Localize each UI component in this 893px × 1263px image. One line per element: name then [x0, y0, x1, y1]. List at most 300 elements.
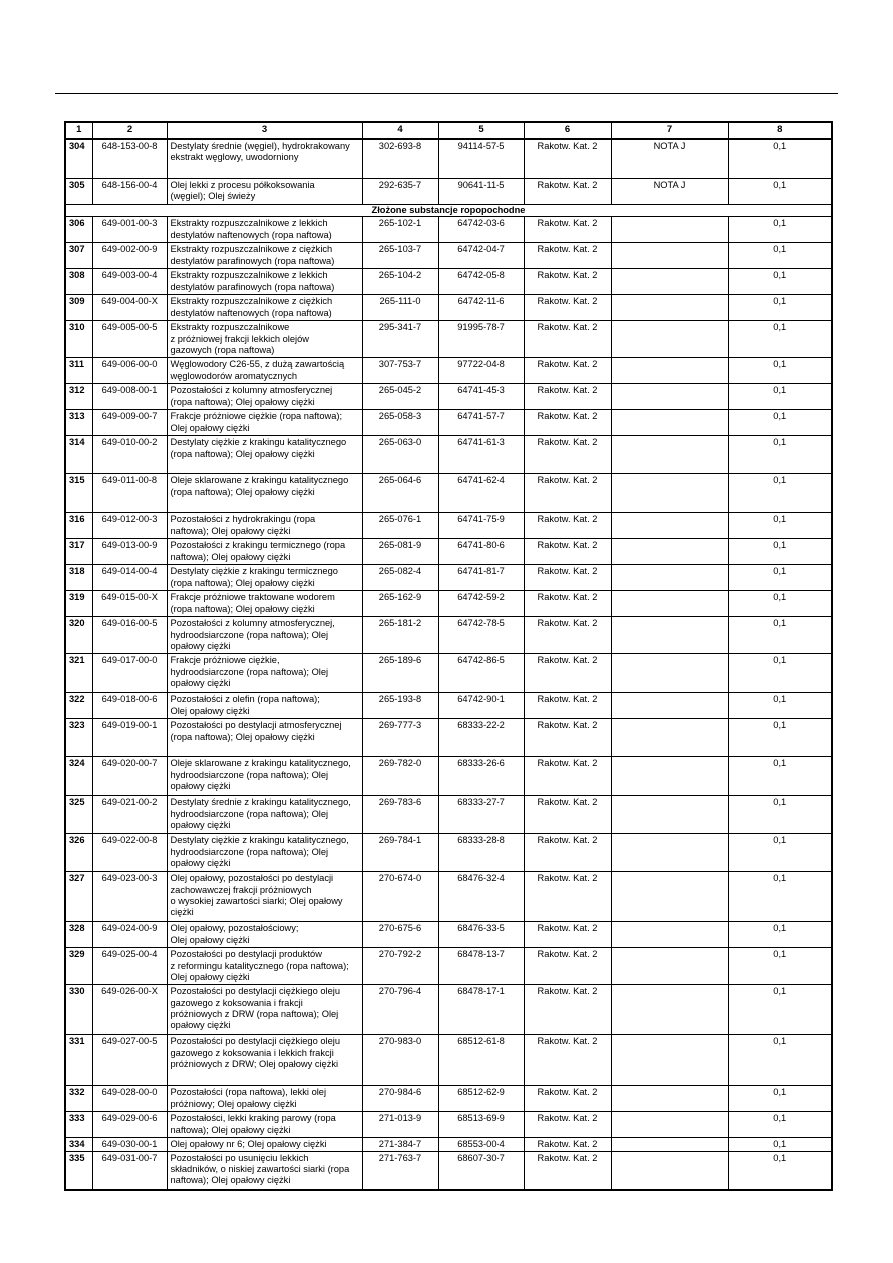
table-row: [65, 591, 832, 617]
ec-number: 265-081-9: [362, 539, 438, 565]
cas-number: 68333-26-6: [438, 757, 524, 796]
substance-name: [167, 693, 362, 719]
classification: Rakotw. Kat. 2: [524, 513, 611, 539]
note: [611, 757, 728, 796]
substance-name-line: gazowego z koksowania i lekkich frakcji: [170, 1047, 334, 1058]
ec-number: 270-796-4: [362, 985, 438, 1035]
substance-name-line: naftowa); Olej opałowy ciężki: [170, 525, 291, 536]
index-number: 648-156-00-4: [92, 179, 167, 205]
table-row: [65, 1035, 832, 1086]
index-number: 649-026-00-X: [92, 985, 167, 1035]
substance-name-line: Pozostałości po destylacji produktów: [170, 949, 322, 960]
header-rule: [55, 93, 838, 94]
classification: Rakotw. Kat. 2: [524, 1035, 611, 1086]
index-number: 648-153-00-8: [92, 139, 167, 179]
concentration-limit: 0,1: [728, 539, 832, 565]
table-row: [65, 436, 832, 474]
classification: Rakotw. Kat. 2: [524, 693, 611, 719]
concentration-limit: 0,1: [728, 565, 832, 591]
ec-number: 265-181-2: [362, 617, 438, 654]
substance-name-line: Destylaty średnie (węgiel), hydrokrakowany: [170, 141, 350, 151]
row-number: 325: [65, 796, 92, 834]
table-row: [65, 358, 832, 384]
column-header: 7: [611, 122, 728, 139]
substance-name: [167, 1086, 362, 1112]
concentration-limit: 0,1: [728, 358, 832, 384]
substance-name: [167, 1112, 362, 1138]
concentration-limit: 0,1: [728, 591, 832, 617]
classification: Rakotw. Kat. 2: [524, 796, 611, 834]
classification: Rakotw. Kat. 2: [524, 436, 611, 474]
substance-name-line: opałowy ciężki: [170, 640, 231, 651]
note: [611, 1035, 728, 1086]
column-header: 3: [167, 122, 362, 139]
index-number: 649-015-00-X: [92, 591, 167, 617]
substance-table: [64, 121, 833, 1191]
substance-name-line: próżniowych z DRW (ropa naftowa); Olej: [170, 1008, 339, 1019]
index-number: 649-001-00-3: [92, 217, 167, 243]
index-number: 649-027-00-5: [92, 1035, 167, 1086]
concentration-limit: 0,1: [728, 1138, 832, 1151]
note: [611, 591, 728, 617]
row-number: 329: [65, 948, 92, 985]
cas-number: 68333-22-2: [438, 719, 524, 757]
index-number: 649-031-00-7: [92, 1151, 167, 1190]
cas-number: 64741-45-3: [438, 384, 524, 410]
table-row: [65, 617, 832, 654]
concentration-limit: 0,1: [728, 269, 832, 295]
ec-number: 265-102-1: [362, 217, 438, 243]
note: [611, 1151, 728, 1190]
ec-number: 270-674-0: [362, 872, 438, 922]
note: [611, 719, 728, 757]
note: [611, 384, 728, 410]
substance-name-line: opałowy ciężki: [170, 677, 231, 688]
substance-name-line: ekstrakt węglowy, uwodorniony: [170, 152, 299, 163]
note: [611, 474, 728, 513]
ec-number: 265-189-6: [362, 654, 438, 693]
row-number: 315: [65, 474, 92, 513]
cas-number: 68553-00-4: [438, 1138, 524, 1151]
table-body: [65, 139, 832, 1190]
row-number: 326: [65, 834, 92, 872]
substance-name: [167, 719, 362, 757]
substance-name-line: destylatów naftenowych (ropa naftowa): [170, 307, 332, 318]
substance-name: [167, 834, 362, 872]
note: [611, 834, 728, 872]
substance-name: [167, 1035, 362, 1086]
table-row: [65, 269, 832, 295]
classification: Rakotw. Kat. 2: [524, 617, 611, 654]
substance-name-line: Pozostałości z olefin (ropa naftowa);: [170, 694, 320, 705]
substance-name-line: (ropa naftowa); Olej opałowy ciężki: [170, 448, 315, 459]
row-number: 319: [65, 591, 92, 617]
concentration-limit: 0,1: [728, 410, 832, 436]
substance-name-line: opałowy ciężki: [170, 1020, 231, 1031]
row-number: 327: [65, 872, 92, 922]
index-number: 649-003-00-4: [92, 269, 167, 295]
substance-name: [167, 796, 362, 834]
cas-number: 94114-57-5: [438, 139, 524, 179]
substance-name-line: (ropa naftowa); Olej opałowy ciężki: [170, 396, 315, 407]
ec-number: 270-983-0: [362, 1035, 438, 1086]
row-number: 312: [65, 384, 92, 410]
substance-name-line: Ekstrakty rozpuszczalnikowe z ciężkich: [170, 244, 333, 255]
table-row: [65, 693, 832, 719]
substance-name-line: Olej opałowy, pozostałości po destylacji: [170, 873, 334, 884]
row-number: 320: [65, 617, 92, 654]
substance-name-line: hydroodsiarczone (ropa naftowa); Olej: [170, 769, 329, 780]
concentration-limit: 0,1: [728, 474, 832, 513]
table-row: [65, 384, 832, 410]
classification: Rakotw. Kat. 2: [524, 872, 611, 922]
substance-name-line: opałowy ciężki: [170, 857, 231, 868]
cas-number: 68333-27-7: [438, 796, 524, 834]
substance-name-line: Olej lekki z procesu półkoksowania: [170, 180, 315, 190]
note: [611, 872, 728, 922]
cas-number: 64742-03-6: [438, 217, 524, 243]
substance-name-line: Olej opałowy, pozostałościowy;: [170, 923, 299, 934]
note: [611, 1138, 728, 1151]
substance-name-line: (ropa naftowa); Olej opałowy ciężki: [170, 486, 315, 497]
substance-name-line: (ropa naftowa); Olej opałowy ciężki: [170, 577, 315, 588]
row-number: 306: [65, 217, 92, 243]
ec-number: 265-104-2: [362, 269, 438, 295]
substance-name-line: gazowych (ropa naftowa): [170, 344, 275, 355]
concentration-limit: 0,1: [728, 384, 832, 410]
concentration-limit: 0,1: [728, 1151, 832, 1190]
index-number: 649-011-00-8: [92, 474, 167, 513]
substance-name-line: Ekstrakty rozpuszczalnikowe z lekkich: [170, 270, 328, 281]
ec-number: 265-111-0: [362, 295, 438, 321]
cas-number: 64742-59-2: [438, 591, 524, 617]
note: NOTA J: [611, 139, 728, 179]
concentration-limit: 0,1: [728, 757, 832, 796]
table-row: [65, 1151, 832, 1190]
concentration-limit: 0,1: [728, 513, 832, 539]
concentration-limit: 0,1: [728, 321, 832, 358]
substance-name: [167, 269, 362, 295]
column-header: 2: [92, 122, 167, 139]
note: [611, 922, 728, 948]
concentration-limit: 0,1: [728, 948, 832, 985]
substance-name-line: Pozostałości, lekki kraking parowy (ropa: [170, 1113, 336, 1124]
row-number: 308: [65, 269, 92, 295]
ec-number: 269-777-3: [362, 719, 438, 757]
index-number: 649-004-00-X: [92, 295, 167, 321]
substance-name-line: Destylaty ciężkie z krakingu termicznego: [170, 566, 338, 577]
note: [611, 295, 728, 321]
column-header: 6: [524, 122, 611, 139]
ec-number: 271-763-7: [362, 1151, 438, 1190]
table-row: [65, 1112, 832, 1138]
classification: Rakotw. Kat. 2: [524, 321, 611, 358]
substance-name: [167, 410, 362, 436]
substance-name-line: Pozostałości z hydrokrakingu (ropa: [170, 514, 316, 525]
row-number: 324: [65, 757, 92, 796]
table-row: [65, 922, 832, 948]
substance-name-line: naftowa); Olej opałowy ciężki: [170, 1124, 291, 1135]
note: [611, 985, 728, 1035]
row-number: 313: [65, 410, 92, 436]
index-number: 649-018-00-6: [92, 693, 167, 719]
substance-name-line: ciężki: [170, 907, 194, 918]
substance-name: [167, 654, 362, 693]
substance-name-line: Destylaty ciężkie z krakingu katalitycznego,: [170, 835, 349, 846]
substance-name: [167, 384, 362, 410]
classification: Rakotw. Kat. 2: [524, 139, 611, 179]
substance-name: [167, 565, 362, 591]
note: [611, 321, 728, 358]
table-row: [65, 872, 832, 922]
index-number: 649-029-00-6: [92, 1112, 167, 1138]
cas-number: 64741-62-4: [438, 474, 524, 513]
index-number: 649-006-00-0: [92, 358, 167, 384]
column-header: 4: [362, 122, 438, 139]
row-number: 328: [65, 922, 92, 948]
cas-number: 64742-04-7: [438, 243, 524, 269]
classification: Rakotw. Kat. 2: [524, 834, 611, 872]
substance-name-line: Frakcje próżniowe ciężkie (ropa naftowa);: [170, 411, 343, 422]
cas-number: 64742-90-1: [438, 693, 524, 719]
row-number: 334: [65, 1138, 92, 1151]
index-number: 649-021-00-2: [92, 796, 167, 834]
classification: Rakotw. Kat. 2: [524, 985, 611, 1035]
classification: Rakotw. Kat. 2: [524, 757, 611, 796]
substance-name-line: opałowy ciężki: [170, 780, 231, 791]
row-number: 330: [65, 985, 92, 1035]
substance-name: [167, 217, 362, 243]
row-number: 316: [65, 513, 92, 539]
cas-number: 64742-11-6: [438, 295, 524, 321]
index-number: 649-020-00-7: [92, 757, 167, 796]
substance-name: [167, 243, 362, 269]
concentration-limit: 0,1: [728, 796, 832, 834]
substance-name-line: Pozostałości (ropa naftowa), lekki olej: [170, 1087, 327, 1098]
substance-name-line: Olej opałowy nr 6; Olej opałowy ciężki: [170, 1139, 327, 1150]
substance-name-line: Pozostałości po destylacji ciężkiego oleju: [170, 1036, 341, 1047]
table-row: [65, 1138, 832, 1151]
table-row: [65, 217, 832, 243]
substance-name: [167, 295, 362, 321]
index-number: 649-024-00-9: [92, 922, 167, 948]
row-number: 317: [65, 539, 92, 565]
classification: Rakotw. Kat. 2: [524, 474, 611, 513]
ec-number: 270-984-6: [362, 1086, 438, 1112]
substance-name: [167, 139, 362, 179]
table-row: [65, 321, 832, 358]
substance-name: [167, 358, 362, 384]
cas-number: 64742-78-5: [438, 617, 524, 654]
substance-name: [167, 539, 362, 565]
table-row: [65, 139, 832, 179]
substance-name-line: destylatów naftenowych (ropa naftowa): [170, 229, 332, 240]
row-number: 304: [65, 139, 92, 179]
substance-name: [167, 948, 362, 985]
concentration-limit: 0,1: [728, 985, 832, 1035]
concentration-limit: 0,1: [728, 1112, 832, 1138]
ec-number: 265-082-4: [362, 565, 438, 591]
substance-name-line: z reformingu katalitycznego (ropa naftowa);: [170, 960, 349, 971]
substance-name: [167, 474, 362, 513]
row-number: 309: [65, 295, 92, 321]
classification: Rakotw. Kat. 2: [524, 539, 611, 565]
substance-name-line: Olej opałowy ciężki: [170, 934, 250, 945]
column-header: 5: [438, 122, 524, 139]
substance-name-line: Węglowodory C26-55, z dużą zawartością: [170, 359, 345, 370]
note: [611, 948, 728, 985]
index-number: 649-022-00-8: [92, 834, 167, 872]
substance-name: [167, 757, 362, 796]
row-number: 305: [65, 179, 92, 205]
index-number: 649-030-00-1: [92, 1138, 167, 1151]
substance-name-line: destylatów parafinowych (ropa naftowa): [170, 281, 335, 292]
row-number: 332: [65, 1086, 92, 1112]
index-number: 649-019-00-1: [92, 719, 167, 757]
ec-number: 271-013-9: [362, 1112, 438, 1138]
row-number: 318: [65, 565, 92, 591]
table-row: [65, 985, 832, 1035]
substance-name-line: Ekstrakty rozpuszczalnikowe: [170, 322, 290, 333]
index-number: 649-025-00-4: [92, 948, 167, 985]
index-number: 649-023-00-3: [92, 872, 167, 922]
cas-number: 68607-30-7: [438, 1151, 524, 1190]
substance-name-line: Ekstrakty rozpuszczalnikowe z ciężkich: [170, 296, 333, 307]
section-header-row: [65, 205, 832, 217]
note: [611, 654, 728, 693]
index-number: 649-010-00-2: [92, 436, 167, 474]
table-row: [65, 513, 832, 539]
table-row: [65, 539, 832, 565]
note: NOTA J: [611, 179, 728, 205]
substance-name-line: gazowego z koksowania i frakcji: [170, 997, 303, 1008]
ec-number: 270-675-6: [362, 922, 438, 948]
substance-name-line: Oleje sklarowane z krakingu katalitycznego,: [170, 758, 351, 769]
classification: Rakotw. Kat. 2: [524, 217, 611, 243]
substance-name: [167, 872, 362, 922]
substance-name-line: składników, o niskiej zawartości siarki (ropa: [170, 1163, 350, 1174]
cas-number: 64742-05-8: [438, 269, 524, 295]
substance-name-line: hydroodsiarczone (ropa naftowa); Olej: [170, 808, 329, 819]
classification: Rakotw. Kat. 2: [524, 179, 611, 205]
ec-number: 265-045-2: [362, 384, 438, 410]
note: [611, 693, 728, 719]
table-row: [65, 179, 832, 205]
index-number: 649-002-00-9: [92, 243, 167, 269]
row-number: 307: [65, 243, 92, 269]
row-number: 333: [65, 1112, 92, 1138]
substance-name-line: Ekstrakty rozpuszczalnikowe z lekkich: [170, 218, 328, 229]
substance-name-line: Olej opałowy ciężki: [170, 705, 250, 716]
index-number: 649-008-00-1: [92, 384, 167, 410]
cas-number: 97722-04-8: [438, 358, 524, 384]
substance-name: [167, 321, 362, 358]
substance-name-line: Pozostałości z kolumny atmosferycznej: [170, 385, 333, 396]
concentration-limit: 0,1: [728, 922, 832, 948]
table-row: [65, 834, 832, 872]
substance-name-line: Destylaty ciężkie z krakingu katalitycznego: [170, 437, 347, 448]
column-header-row: [65, 122, 832, 139]
substance-name-line: (ropa naftowa); Olej opałowy ciężki: [170, 603, 315, 614]
substance-name-line: hydroodsiarczone (ropa naftowa); Olej: [170, 666, 329, 677]
cas-number: 68512-62-9: [438, 1086, 524, 1112]
classification: Rakotw. Kat. 2: [524, 384, 611, 410]
substance-name: [167, 179, 362, 205]
substance-name-line: Olej opałowy ciężki: [170, 422, 250, 433]
row-number: 310: [65, 321, 92, 358]
concentration-limit: 0,1: [728, 834, 832, 872]
cas-number: 64741-80-6: [438, 539, 524, 565]
substance-name: [167, 922, 362, 948]
cas-number: 64742-86-5: [438, 654, 524, 693]
table-row: [65, 1086, 832, 1112]
substance-name-line: hydroodsiarczone (ropa naftowa); Olej: [170, 846, 329, 857]
substance-name-line: Pozostałości z krakingu termicznego (ropa: [170, 540, 346, 551]
note: [611, 565, 728, 591]
ec-number: 307-753-7: [362, 358, 438, 384]
cas-number: 91995-78-7: [438, 321, 524, 358]
substance-name-line: Oleje sklarowane z krakingu katalitycznego: [170, 475, 349, 486]
substance-name-line: próżniowych z DRW; Olej opałowy ciężki: [170, 1058, 339, 1069]
index-number: 649-005-00-5: [92, 321, 167, 358]
row-number: 314: [65, 436, 92, 474]
note: [611, 1112, 728, 1138]
substance-name: [167, 513, 362, 539]
cas-number: 68513-69-9: [438, 1112, 524, 1138]
ec-number: 269-783-6: [362, 796, 438, 834]
index-number: 649-016-00-5: [92, 617, 167, 654]
ec-number: 265-058-3: [362, 410, 438, 436]
classification: Rakotw. Kat. 2: [524, 922, 611, 948]
index-number: 649-009-00-7: [92, 410, 167, 436]
table-row: [65, 719, 832, 757]
index-number: 649-012-00-3: [92, 513, 167, 539]
cas-number: 68333-28-8: [438, 834, 524, 872]
substance-name-line: (ropa naftowa); Olej opałowy ciężki: [170, 731, 315, 742]
table-row: [65, 757, 832, 796]
ec-number: 265-064-6: [362, 474, 438, 513]
row-number: 322: [65, 693, 92, 719]
classification: Rakotw. Kat. 2: [524, 591, 611, 617]
cas-number: 68478-17-1: [438, 985, 524, 1035]
cas-number: 90641-11-5: [438, 179, 524, 205]
substance-name-line: Frakcje próżniowe ciężkie,: [170, 655, 280, 666]
concentration-limit: 0,1: [728, 654, 832, 693]
row-number: 323: [65, 719, 92, 757]
table-row: [65, 410, 832, 436]
classification: Rakotw. Kat. 2: [524, 1138, 611, 1151]
substance-name-line: próżniowy; Olej opałowy ciężki: [170, 1098, 297, 1109]
cas-number: 64741-61-3: [438, 436, 524, 474]
classification: Rakotw. Kat. 2: [524, 295, 611, 321]
column-header: 1: [65, 122, 92, 139]
concentration-limit: 0,1: [728, 295, 832, 321]
cas-number: 64741-81-7: [438, 565, 524, 591]
classification: Rakotw. Kat. 2: [524, 269, 611, 295]
substance-name: [167, 436, 362, 474]
substance-name-line: Pozostałości po destylacji atmosferycznej: [170, 720, 342, 731]
note: [611, 217, 728, 243]
note: [611, 358, 728, 384]
substance-name-line: (węgiel); Olej świeży: [170, 191, 256, 202]
row-number: 335: [65, 1151, 92, 1190]
note: [611, 410, 728, 436]
table-row: [65, 243, 832, 269]
classification: Rakotw. Kat. 2: [524, 410, 611, 436]
cas-number: 68476-33-5: [438, 922, 524, 948]
substance-name-line: zachowawczej frakcji próżniowych: [170, 884, 312, 895]
index-number: 649-013-00-9: [92, 539, 167, 565]
